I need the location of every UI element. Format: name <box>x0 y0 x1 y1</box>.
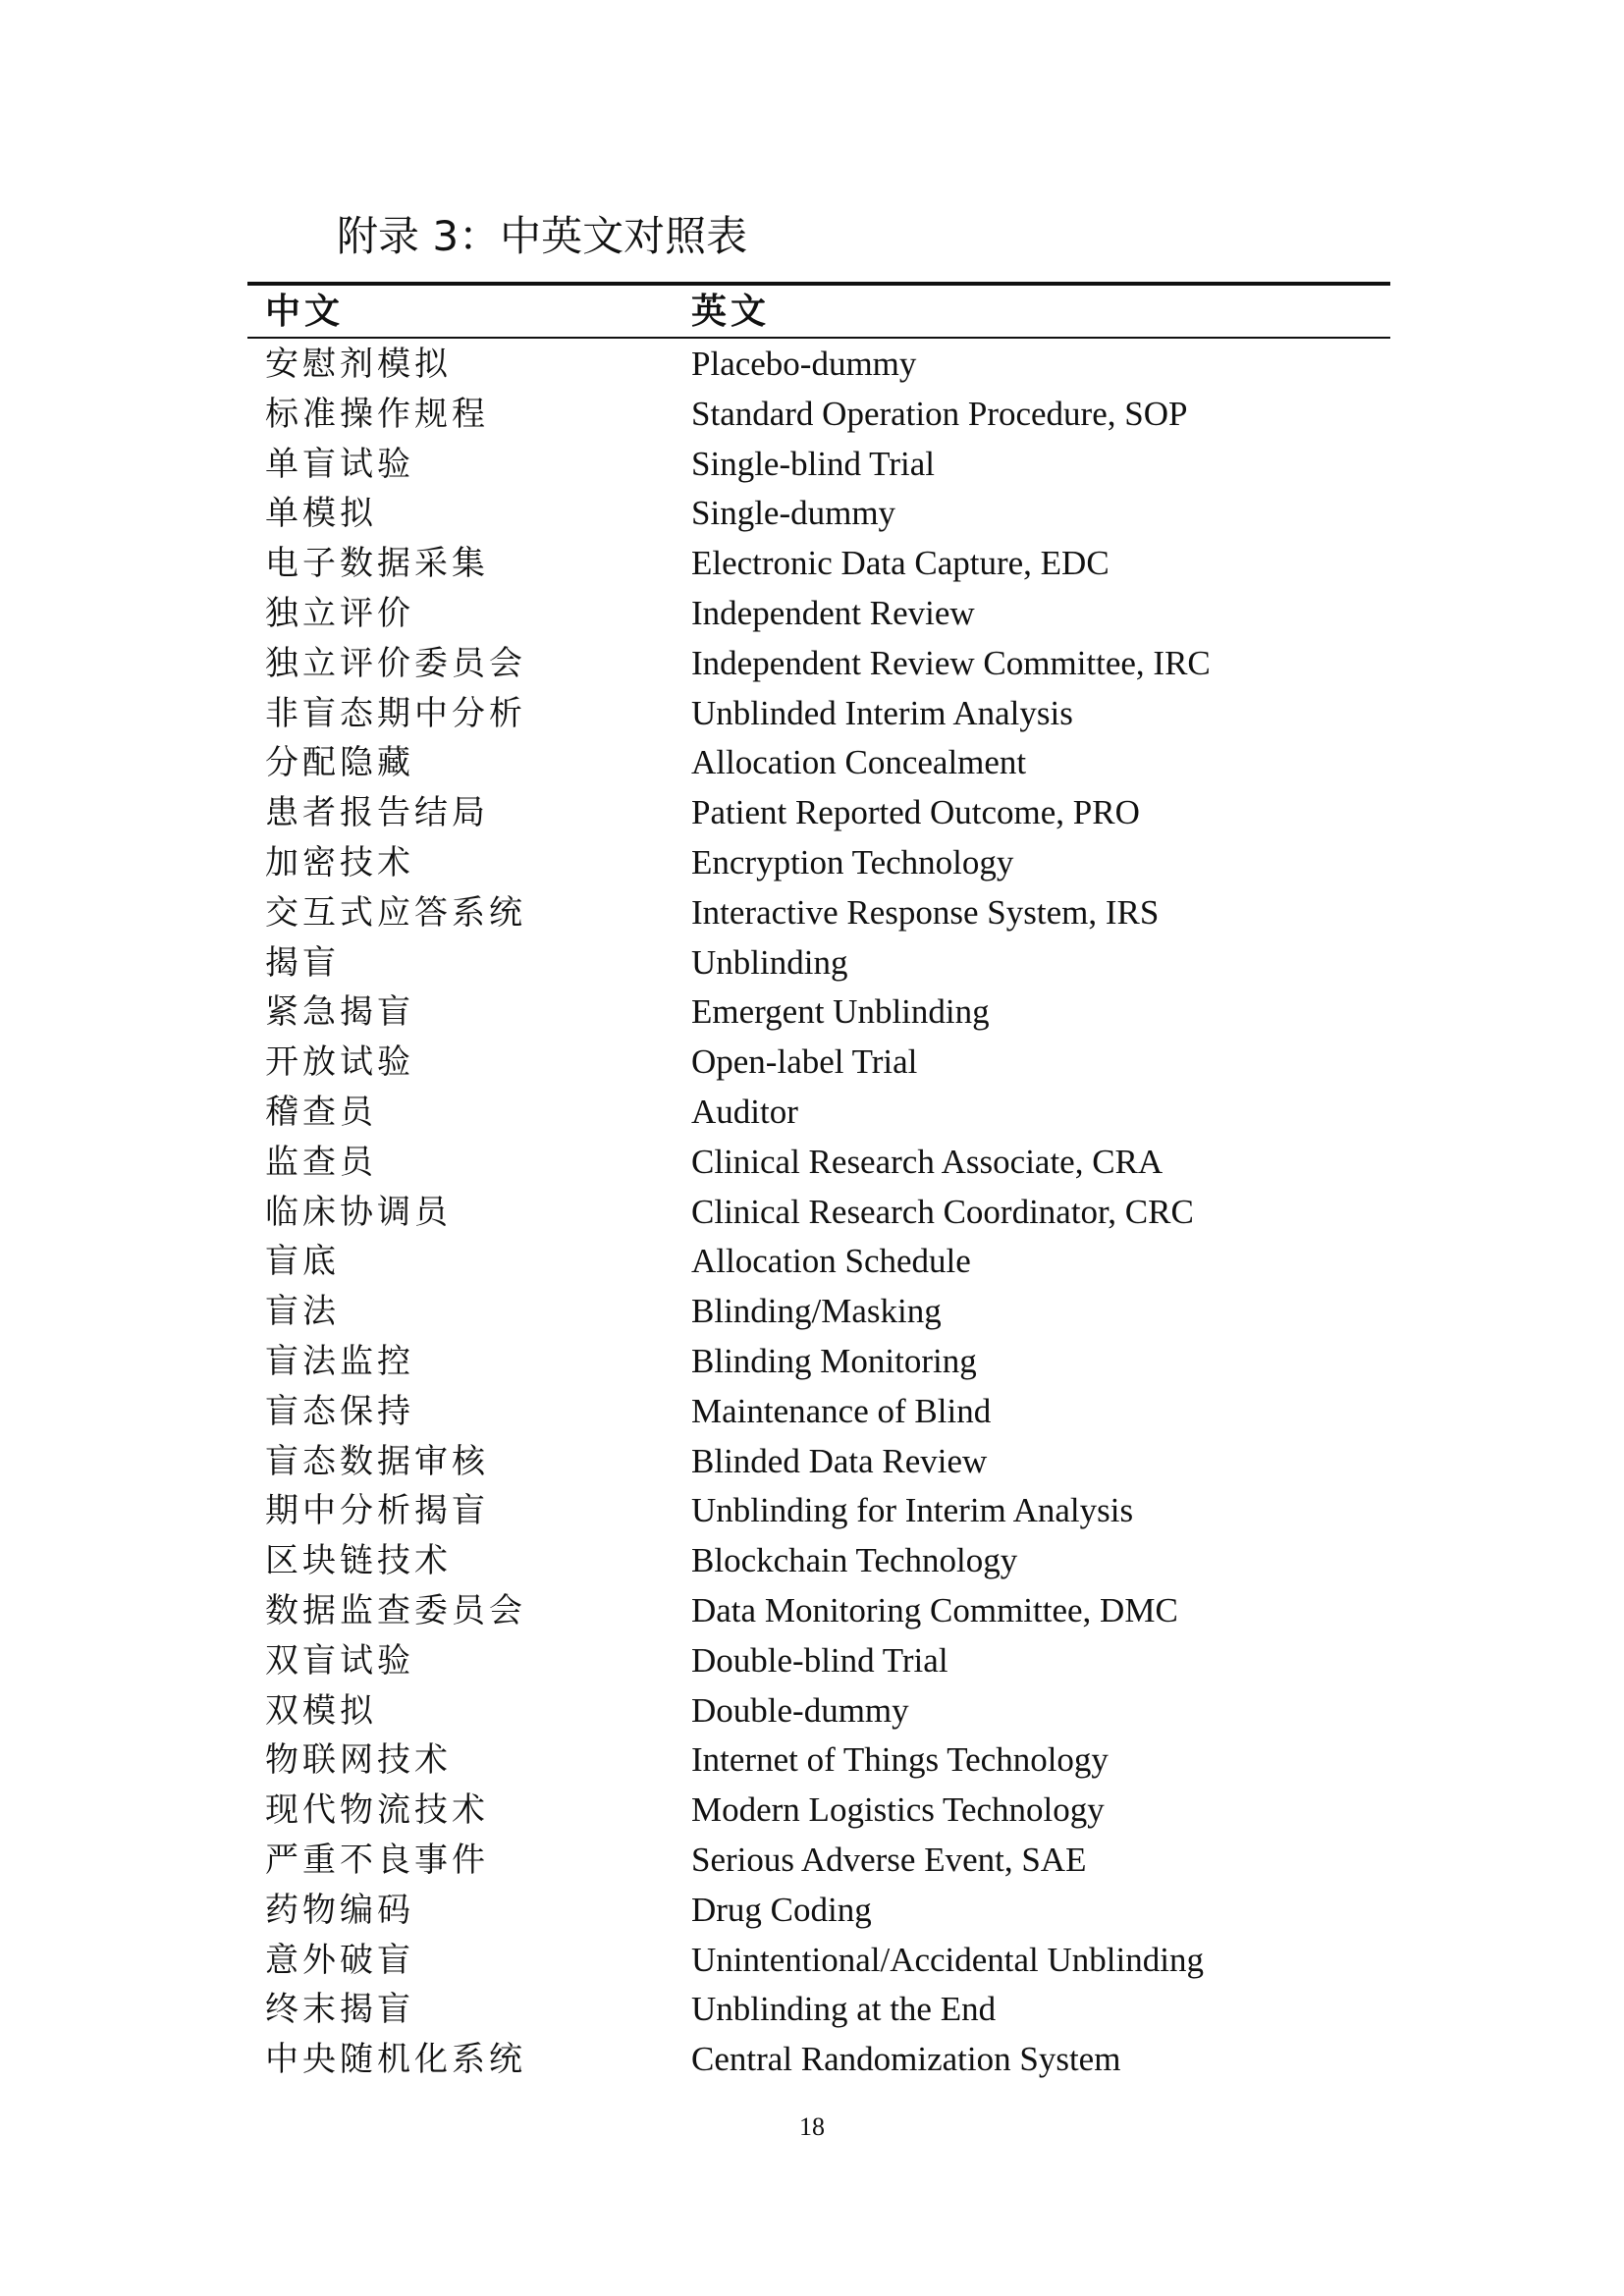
term-english: Unintentional/Accidental Unblinding <box>691 1940 1204 1979</box>
term-english: Double-blind Trial <box>691 1640 948 1680</box>
term-english: Single-blind Trial <box>691 444 935 483</box>
page-title: 附录 3：中英文对照表 <box>337 212 748 260</box>
term-chinese: 独立评价委员会 <box>265 643 526 683</box>
term-chinese: 区块链技术 <box>265 1541 452 1581</box>
table-row <box>247 937 1390 988</box>
header-chinese: 中文 <box>265 292 345 332</box>
table-row <box>247 1037 1390 1087</box>
term-chinese: 加密技术 <box>265 842 414 882</box>
term-english: Drug Coding <box>691 1890 872 1929</box>
term-chinese: 开放试验 <box>265 1042 414 1083</box>
header-english: 英文 <box>691 292 771 332</box>
table-row <box>247 1735 1390 1785</box>
table-row <box>247 1336 1390 1386</box>
table-row <box>247 1436 1390 1486</box>
table-row <box>247 1535 1390 1585</box>
term-english: Unblinding at the End <box>691 1990 997 2029</box>
term-chinese: 监查员 <box>265 1142 377 1182</box>
term-english: Blinding/Masking <box>691 1292 942 1331</box>
term-english: Data Monitoring Committee, DMC <box>691 1590 1178 1629</box>
term-english: Electronic Data Capture, EDC <box>691 544 1110 583</box>
term-english: Double-dummy <box>691 1690 909 1730</box>
table-row <box>247 1187 1390 1237</box>
term-chinese: 单盲试验 <box>265 444 414 484</box>
term-chinese: 盲法监控 <box>265 1341 414 1381</box>
table-row <box>247 1585 1390 1635</box>
table-row <box>247 439 1390 489</box>
table-row <box>247 389 1390 439</box>
table-body <box>247 339 1390 2084</box>
term-english: Interactive Response System, IRS <box>691 892 1160 932</box>
table-row <box>247 1885 1390 1935</box>
term-chinese: 盲法 <box>265 1292 340 1332</box>
term-english: Single-dummy <box>691 494 896 533</box>
table-row <box>247 1685 1390 1735</box>
term-chinese: 双盲试验 <box>265 1640 414 1681</box>
table-row <box>247 538 1390 588</box>
table-row <box>247 887 1390 937</box>
term-chinese: 交互式应答系统 <box>265 892 526 933</box>
term-english: Serious Adverse Event, SAE <box>691 1840 1087 1879</box>
term-english: Blockchain Technology <box>691 1541 1018 1580</box>
term-english: Independent Review <box>691 593 975 632</box>
term-english: Emergent Unblinding <box>691 992 990 1032</box>
term-chinese: 盲态数据审核 <box>265 1441 489 1481</box>
term-english: Auditor <box>691 1092 798 1131</box>
table-row <box>247 1635 1390 1685</box>
term-chinese: 物联网技术 <box>265 1740 452 1781</box>
table-row <box>247 1485 1390 1535</box>
term-chinese: 数据监查委员会 <box>265 1590 526 1630</box>
term-chinese: 中央随机化系统 <box>265 2040 526 2080</box>
term-english: Standard Operation Procedure, SOP <box>691 394 1188 433</box>
term-english: Modern Logistics Technology <box>691 1790 1105 1830</box>
term-chinese: 非盲态期中分析 <box>265 693 526 733</box>
term-chinese: 现代物流技术 <box>265 1790 489 1831</box>
table-row <box>247 1286 1390 1336</box>
term-chinese: 药物编码 <box>265 1890 414 1930</box>
table-row <box>247 2034 1390 2084</box>
table-row <box>247 737 1390 787</box>
term-english: Independent Review Committee, IRC <box>691 643 1211 682</box>
term-chinese: 患者报告结局 <box>265 793 489 833</box>
table-row <box>247 1137 1390 1187</box>
table-row <box>247 588 1390 638</box>
table-row <box>247 1785 1390 1835</box>
table-row <box>247 638 1390 688</box>
table-row <box>247 488 1390 538</box>
term-english: Encryption Technology <box>691 842 1014 881</box>
term-english: Clinical Research Coordinator, CRC <box>691 1192 1194 1231</box>
term-english: Allocation Schedule <box>691 1242 971 1281</box>
term-chinese: 终末揭盲 <box>265 1990 414 2030</box>
term-chinese: 盲底 <box>265 1242 340 1282</box>
table-row <box>247 1236 1390 1286</box>
glossary-table <box>247 282 1390 2084</box>
term-chinese: 临床协调员 <box>265 1192 452 1232</box>
term-english: Blinding Monitoring <box>691 1341 977 1380</box>
table-row <box>247 1835 1390 1885</box>
table-row <box>247 987 1390 1037</box>
term-english: Central Randomization System <box>691 2040 1121 2079</box>
term-chinese: 独立评价 <box>265 593 414 633</box>
term-chinese: 电子数据采集 <box>265 544 489 584</box>
term-chinese: 分配隐藏 <box>265 743 414 783</box>
table-row <box>247 688 1390 738</box>
table-row <box>247 339 1390 389</box>
term-chinese: 双模拟 <box>265 1690 377 1731</box>
table-row <box>247 787 1390 837</box>
term-chinese: 盲态保持 <box>265 1391 414 1431</box>
table-row <box>247 1984 1390 2034</box>
term-english: Internet of Things Technology <box>691 1740 1109 1780</box>
term-english: Maintenance of Blind <box>691 1391 992 1430</box>
table-row <box>247 1935 1390 1985</box>
table-row <box>247 837 1390 887</box>
term-english: Unblinding for Interim Analysis <box>691 1491 1134 1530</box>
term-chinese: 严重不良事件 <box>265 1840 489 1880</box>
table-row <box>247 1087 1390 1137</box>
term-english: Clinical Research Associate, CRA <box>691 1142 1164 1181</box>
term-english: Placebo-dummy <box>691 345 917 383</box>
table-row <box>247 1386 1390 1436</box>
term-english: Unblinding <box>691 942 848 982</box>
term-chinese: 意外破盲 <box>265 1940 414 1980</box>
term-chinese: 稽查员 <box>265 1092 377 1132</box>
page-number: 18 <box>799 2112 825 2141</box>
term-chinese: 安慰剂模拟 <box>265 345 452 384</box>
term-chinese: 标准操作规程 <box>265 394 489 434</box>
table-header-row <box>247 286 1390 337</box>
term-chinese: 紧急揭盲 <box>265 992 414 1033</box>
term-english: Open-label Trial <box>691 1042 918 1082</box>
term-english: Unblinded Interim Analysis <box>691 693 1073 732</box>
term-english: Patient Reported Outcome, PRO <box>691 793 1140 832</box>
term-chinese: 期中分析揭盲 <box>265 1491 489 1531</box>
term-chinese: 单模拟 <box>265 494 377 534</box>
term-english: Blinded Data Review <box>691 1441 988 1480</box>
term-chinese: 揭盲 <box>265 942 340 983</box>
term-english: Allocation Concealment <box>691 743 1027 782</box>
